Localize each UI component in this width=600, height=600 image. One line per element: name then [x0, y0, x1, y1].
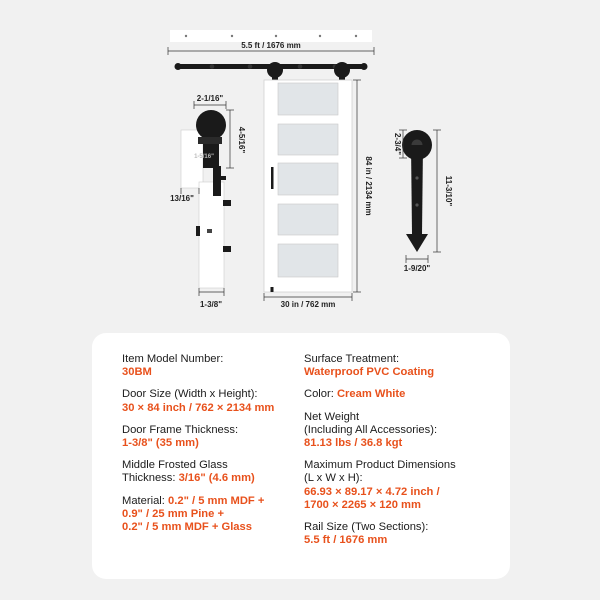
hanger-length-dimension [433, 130, 453, 252]
spec-surface-label: Surface Treatment: [304, 353, 400, 365]
spec-glass-label-2: Thickness: [122, 472, 176, 485]
rail-length-label: 5.5 ft / 1676 mm [241, 41, 301, 50]
wheel-height-label: 4-5/16" [237, 126, 246, 154]
frame-thickness-dimension [199, 288, 224, 309]
spec-column-right [304, 353, 504, 556]
spec-frame-label: Door Frame Thickness: [122, 423, 239, 436]
spec-surface-value: Waterproof PVC Coating [304, 366, 435, 379]
wheel-width-label: 2-1/16" [196, 94, 224, 103]
spec-glass-value: 3/16" (4.6 mm) [178, 472, 255, 485]
spec-dimensions-value-2: 1700 × 2265 × 120 mm [304, 498, 421, 511]
bracket-depth-dimension [170, 188, 199, 203]
spec-door-size-label: Door Size (Width x Height): [122, 388, 258, 401]
wheel-offset-label: 1-5/16" [194, 154, 214, 160]
wheel-height-dimension [226, 110, 246, 168]
door-width-dimension [264, 293, 352, 309]
spec-material-line-2: 0.9" / 25 mm Pine + [122, 507, 225, 520]
spec-color [304, 388, 504, 401]
spec-dimensions-label: Maximum Product Dimensions [304, 459, 456, 472]
spec-model-value: 30BM [122, 366, 152, 379]
door-handle [271, 167, 274, 189]
door-height-dimension [353, 80, 373, 292]
spec-material-label: Material: [122, 494, 165, 507]
wheel-width-dimension [194, 94, 226, 109]
spec-model-label: Item Model Number: [122, 353, 224, 365]
spec-card [92, 333, 510, 579]
spec-color-label: Color: [304, 388, 334, 401]
spec-color-value: Cream White [336, 388, 406, 401]
door-width-label: 30 in / 762 mm [280, 300, 336, 309]
spec-door-size-value: 30 × 84 inch / 762 × 2134 mm [122, 401, 275, 414]
hanger-strap [402, 130, 432, 252]
spec-weight-value: 81.13 lbs / 36.8 kgt [304, 437, 403, 450]
spec-rail-value: 5.5 ft / 1676 mm [304, 534, 388, 547]
spec-glass-label: Middle Frosted Glass [122, 459, 228, 472]
hanger-width-label: 1-9/20" [403, 264, 431, 273]
bracket-depth-label: 13/16" [170, 194, 194, 203]
spec-rail [304, 521, 504, 547]
spec-material [122, 495, 300, 535]
spec-weight-label: Net Weight [304, 410, 360, 423]
hanger-top-label: 2-3/4" [393, 132, 402, 156]
spec-material-line-1: 0.2" / 5 mm MDF + [168, 494, 265, 507]
spec-weight [304, 411, 504, 451]
spec-dimensions [304, 459, 504, 512]
spec-rail-label: Rail Size (Two Sections): [304, 521, 429, 534]
spec-frame-value: 1-3/8" (35 mm) [122, 437, 199, 450]
spec-dimensions-label-2: (L x W x H): [304, 472, 363, 485]
spec-dimensions-value-1: 66.93 × 89.17 × 4.72 inch / [304, 485, 440, 498]
spec-model [122, 353, 300, 379]
door-height-label: 84 in / 2134 mm [364, 156, 373, 216]
rail-length-dimension [168, 41, 374, 55]
spec-column-left [122, 353, 300, 543]
spec-glass [122, 459, 300, 485]
spec-door-size [122, 388, 300, 414]
spec-surface [304, 353, 504, 379]
hanger-width-dimension [404, 255, 431, 273]
frame-thickness-label: 1-3/8" [199, 300, 223, 309]
hanger-length-label: 11-3/10" [444, 175, 453, 207]
spec-frame [122, 424, 300, 450]
spec-material-line-3: 0.2" / 5 mm MDF + Glass [122, 521, 252, 534]
spec-weight-label-2: (Including All Accessories): [304, 423, 438, 436]
barn-door [264, 80, 352, 292]
